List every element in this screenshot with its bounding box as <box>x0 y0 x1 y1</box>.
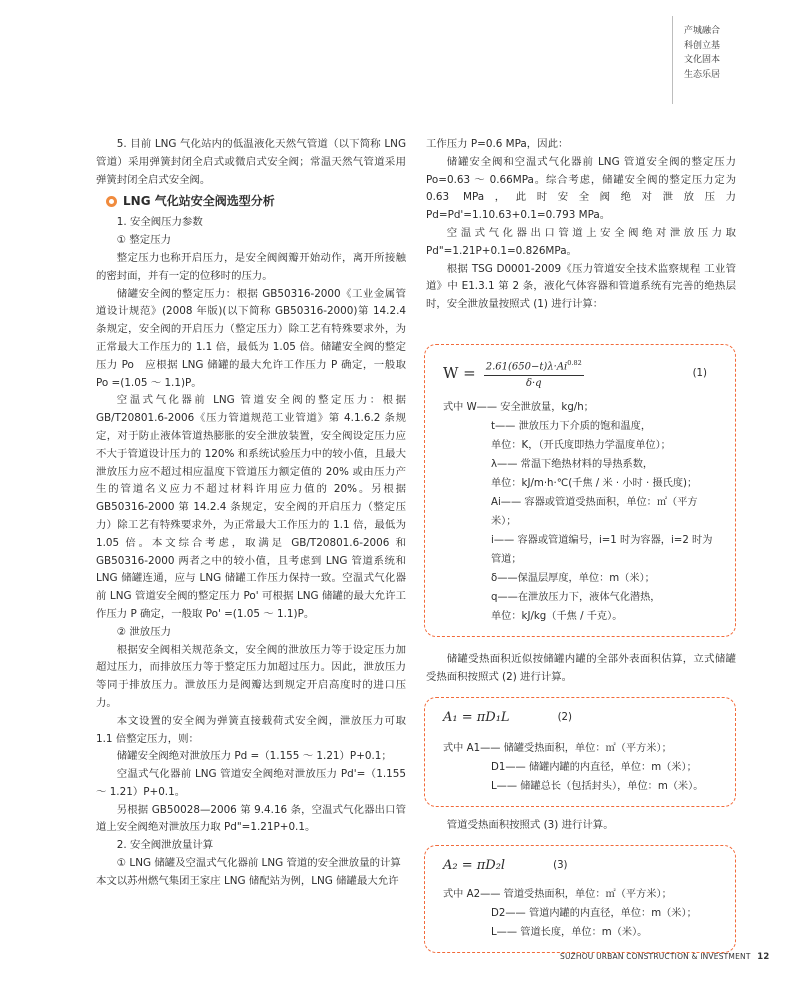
paragraph: 储罐安全阀的整定压力：根据 GB50316-2000《工业金属管道设计规范》(2008 年版)(以下简称 GB50316-2000)第 14.2.4 条规定，安全阀的开启压力（整定压力）除工艺有特殊要求外，为正常最大工作压力的 1.1 倍，最低为 1.05 倍。储罐安全阀的整定压力 Po 应根据 LNG 储罐的最大允许工作压力 P 确定，一般取 Po =(1.05 ～ 1.1)P。 <box>96 287 406 389</box>
paragraph: 空温式气化器前 LNG 管道安全阀绝对泄放压力 Pd'=（1.155 ～ 1.21）P+0.1。 <box>96 768 406 798</box>
formula-box-2 <box>424 697 736 807</box>
paragraph: 另根据 GB50028—2006 第 9.4.16 条，空温式气化器出口管道上安全阀绝对泄放压力取 Pd"=1.21P+0.1。 <box>96 803 406 834</box>
subheading: 1. 安全阀压力参数 <box>116 216 203 229</box>
left-column <box>96 136 406 891</box>
equation-number: (2) <box>557 711 573 723</box>
formula-1 <box>443 357 717 390</box>
paragraph: 管道受热面积按照式 (3) 进行计算。 <box>446 818 614 831</box>
section-heading <box>106 191 406 211</box>
definition-line: D2—— 管道内罐的内直径，单位：m（米）； <box>491 907 697 919</box>
equation-number: (3) <box>553 859 568 871</box>
definition-line: t—— 泄放压力下介质的饱和温度， <box>491 421 652 433</box>
definition-line: L—— 储罐总长（包括封头），单位：m（米）。 <box>491 780 704 792</box>
exponent: 0.82 <box>567 358 582 367</box>
definition-line: λ—— 常温下绝热材料的导热系数， <box>491 459 654 471</box>
formula-3 <box>443 856 717 875</box>
definition-line: L—— 管道长度，单位：m（米）。 <box>491 926 648 938</box>
definition-line: Ai—— 容器或管道受热面积，单位：㎡（平方米）； <box>491 497 698 528</box>
definition-line: 式中 W—— 安全泄放量，kg/h； <box>443 402 594 414</box>
formula-box-1 <box>424 344 736 637</box>
bullet-circle-icon <box>106 196 117 207</box>
definition-line: 单位：kJ/m·h·℃(千焦 / 米 · 小时 · 摄氏度)； <box>491 478 698 490</box>
subheading: ① 整定压力 <box>116 234 171 247</box>
paragraph: 储罐安全阀绝对泄放压力 Pd =（1.155 ～ 1.21）P+0.1； <box>116 750 392 763</box>
section-side-tab <box>672 16 794 104</box>
section-title: LNG 气化站安全阀选型分析 <box>123 194 275 209</box>
formula-expression: A₂ = πD₂l <box>443 857 506 873</box>
definition-line: 式中 A1—— 储罐受热面积，单位：㎡（平方米）； <box>443 742 672 754</box>
page-footer <box>560 952 769 962</box>
page-number: 12 <box>757 952 770 962</box>
equation-number: (1) <box>692 368 707 380</box>
subheading: ① LNG 储罐及空温式气化器前 LNG 管道的安全泄放量的计算 <box>116 857 401 870</box>
definition-line: D1—— 储罐内罐的内直径，单位：m（米）； <box>491 761 697 773</box>
definition-line: 单位：K，（开氏度即热力学温度单位）； <box>491 440 671 452</box>
definition-line: 式中 A2—— 管道受热面积，单位：㎡（平方米）； <box>443 888 672 900</box>
paragraph: 根据 TSG D0001-2009《压力管道安全技术监察规程 工业管道》中 E1.3.1 第 2 条，液化气体容器和管道系统有完善的绝热层时，安全泄放量按照式 (1) 进行计算： <box>426 262 736 311</box>
paragraph: 整定压力也称开启压力，是安全阀阀瓣开始动作，离开所接触的密封面，并有一定的位移时的压力。 <box>96 251 406 282</box>
side-tab-line: 科创立基 <box>684 40 721 51</box>
definition-line: i—— 容器或管道编号，i=1 时为容器，i=2 时为管道； <box>491 535 713 566</box>
formula-expression: A₁ = πD₁L <box>443 709 510 725</box>
side-tab-line: 生态乐居 <box>684 69 721 80</box>
intro-paragraph: 5. 目前 LNG 气化站内的低温液化天然气管道（以下简称 LNG 管道）采用弹簧封闭全启式或微启式安全阀；常温天然气管道采用弹簧封闭全启式安全阀。 <box>96 138 406 186</box>
fraction-numerator: $2.61(650-t)\lambda\cdot Ai^{0.82}$ <box>484 357 584 376</box>
side-tab-line: 产城融合 <box>684 26 721 36</box>
formula-2 <box>443 708 717 727</box>
paragraph: 本文设置的安全阀为弹簧直接载荷式安全阀，泄放压力可取 1.1 倍整定压力，则： <box>96 714 406 745</box>
fraction <box>484 357 584 390</box>
paragraph: 根据安全阀相关规范条文，安全阀的泄放压力等于设定压力加超过压力，而排放压力等于整定压力加超过压力。因此，泄放压力等同于排放压力。泄放压力是阀瓣达到规定开启高度时的进口压力。 <box>96 643 406 709</box>
right-column <box>426 136 736 961</box>
paragraph: 工作压力 P=0.6 MPa，因此： <box>426 138 569 150</box>
paragraph: 储罐安全阀和空温式气化器前 LNG 管道安全阀的整定压力 Po=0.63 ～ 0.66MPa。综合考虑，储罐安全阀的整定压力定为 0.63 MPa，此时安全阀绝对泄放压力 Pd=Pd'=1.10.63+0.1=0.793 MPa。 <box>426 155 736 222</box>
subheading: ② 泄放压力 <box>116 625 171 638</box>
subheading: 2. 安全阀泄放量计算 <box>116 839 214 852</box>
formula-lhs: W = <box>443 364 476 383</box>
paragraph: 本文以苏州燃气集团王家庄 LNG 储配站为例，LNG 储罐最大允许 <box>96 874 399 887</box>
paragraph: 储罐受热面积近似按储罐内罐的全部外表面积估算，立式储罐受热面积按照式 (2) 进行计算。 <box>426 653 736 684</box>
definition-line: 单位：kJ/kg（千焦 / 千克）。 <box>491 611 623 623</box>
definition-line: δ——保温层厚度，单位：m（米）； <box>491 573 655 585</box>
formula-box-3 <box>424 845 736 953</box>
side-tab-line: 文化固本 <box>684 55 721 65</box>
footer-text: SUZHOU URBAN CONSTRUCTION & INVESTMENT <box>560 952 751 961</box>
paragraph: 空温式气化器前 LNG 管道安全阀的整定压力：根据 GB/T20801.6-2006《压力管道规范工业管道》第 4.1.6.2 条规定，对于防止液体管道热膨胀的安全泄放装置，安全阀设定压力应不大于管道设计压力的 120% 和系统试验压力中的较小值，且最大泄放压力应不超过相应温度下管道压力额定值的 20% 或由压力产生的管道名义应力不超过材料许用应力值的 20%。另根据 GB50316-2000 第 14.2.4 条规定，安全阀的开启压力（整定压力）除工艺有特殊要求外，为正常最大工作压力的 1.1 倍，最低为 1.05 倍。本文综合考虑，取满足 GB/T20801.6-2006 和 GB50316-2000 两者之中的较小值，且考虑到 LNG 管道系统和 LNG 储罐连通，应与 LNG 储罐工作压力保持一致。空温式气化器前 LNG 管道安全阀的整定压力 Po' 可根据 LNG 储罐的最大允许工作压力 P 确定，一般取 Po' =(1.05 ～ 1.1)P。 <box>96 394 406 620</box>
paragraph: 空温式气化器出口管道上安全阀绝对泄放压力取 Pd"=1.21P+0.1=0.826MPa。 <box>426 226 736 257</box>
definition-line: q——在泄放压力下，液体气化潜热， <box>491 592 661 604</box>
fraction-denominator: δ·q <box>525 378 542 390</box>
